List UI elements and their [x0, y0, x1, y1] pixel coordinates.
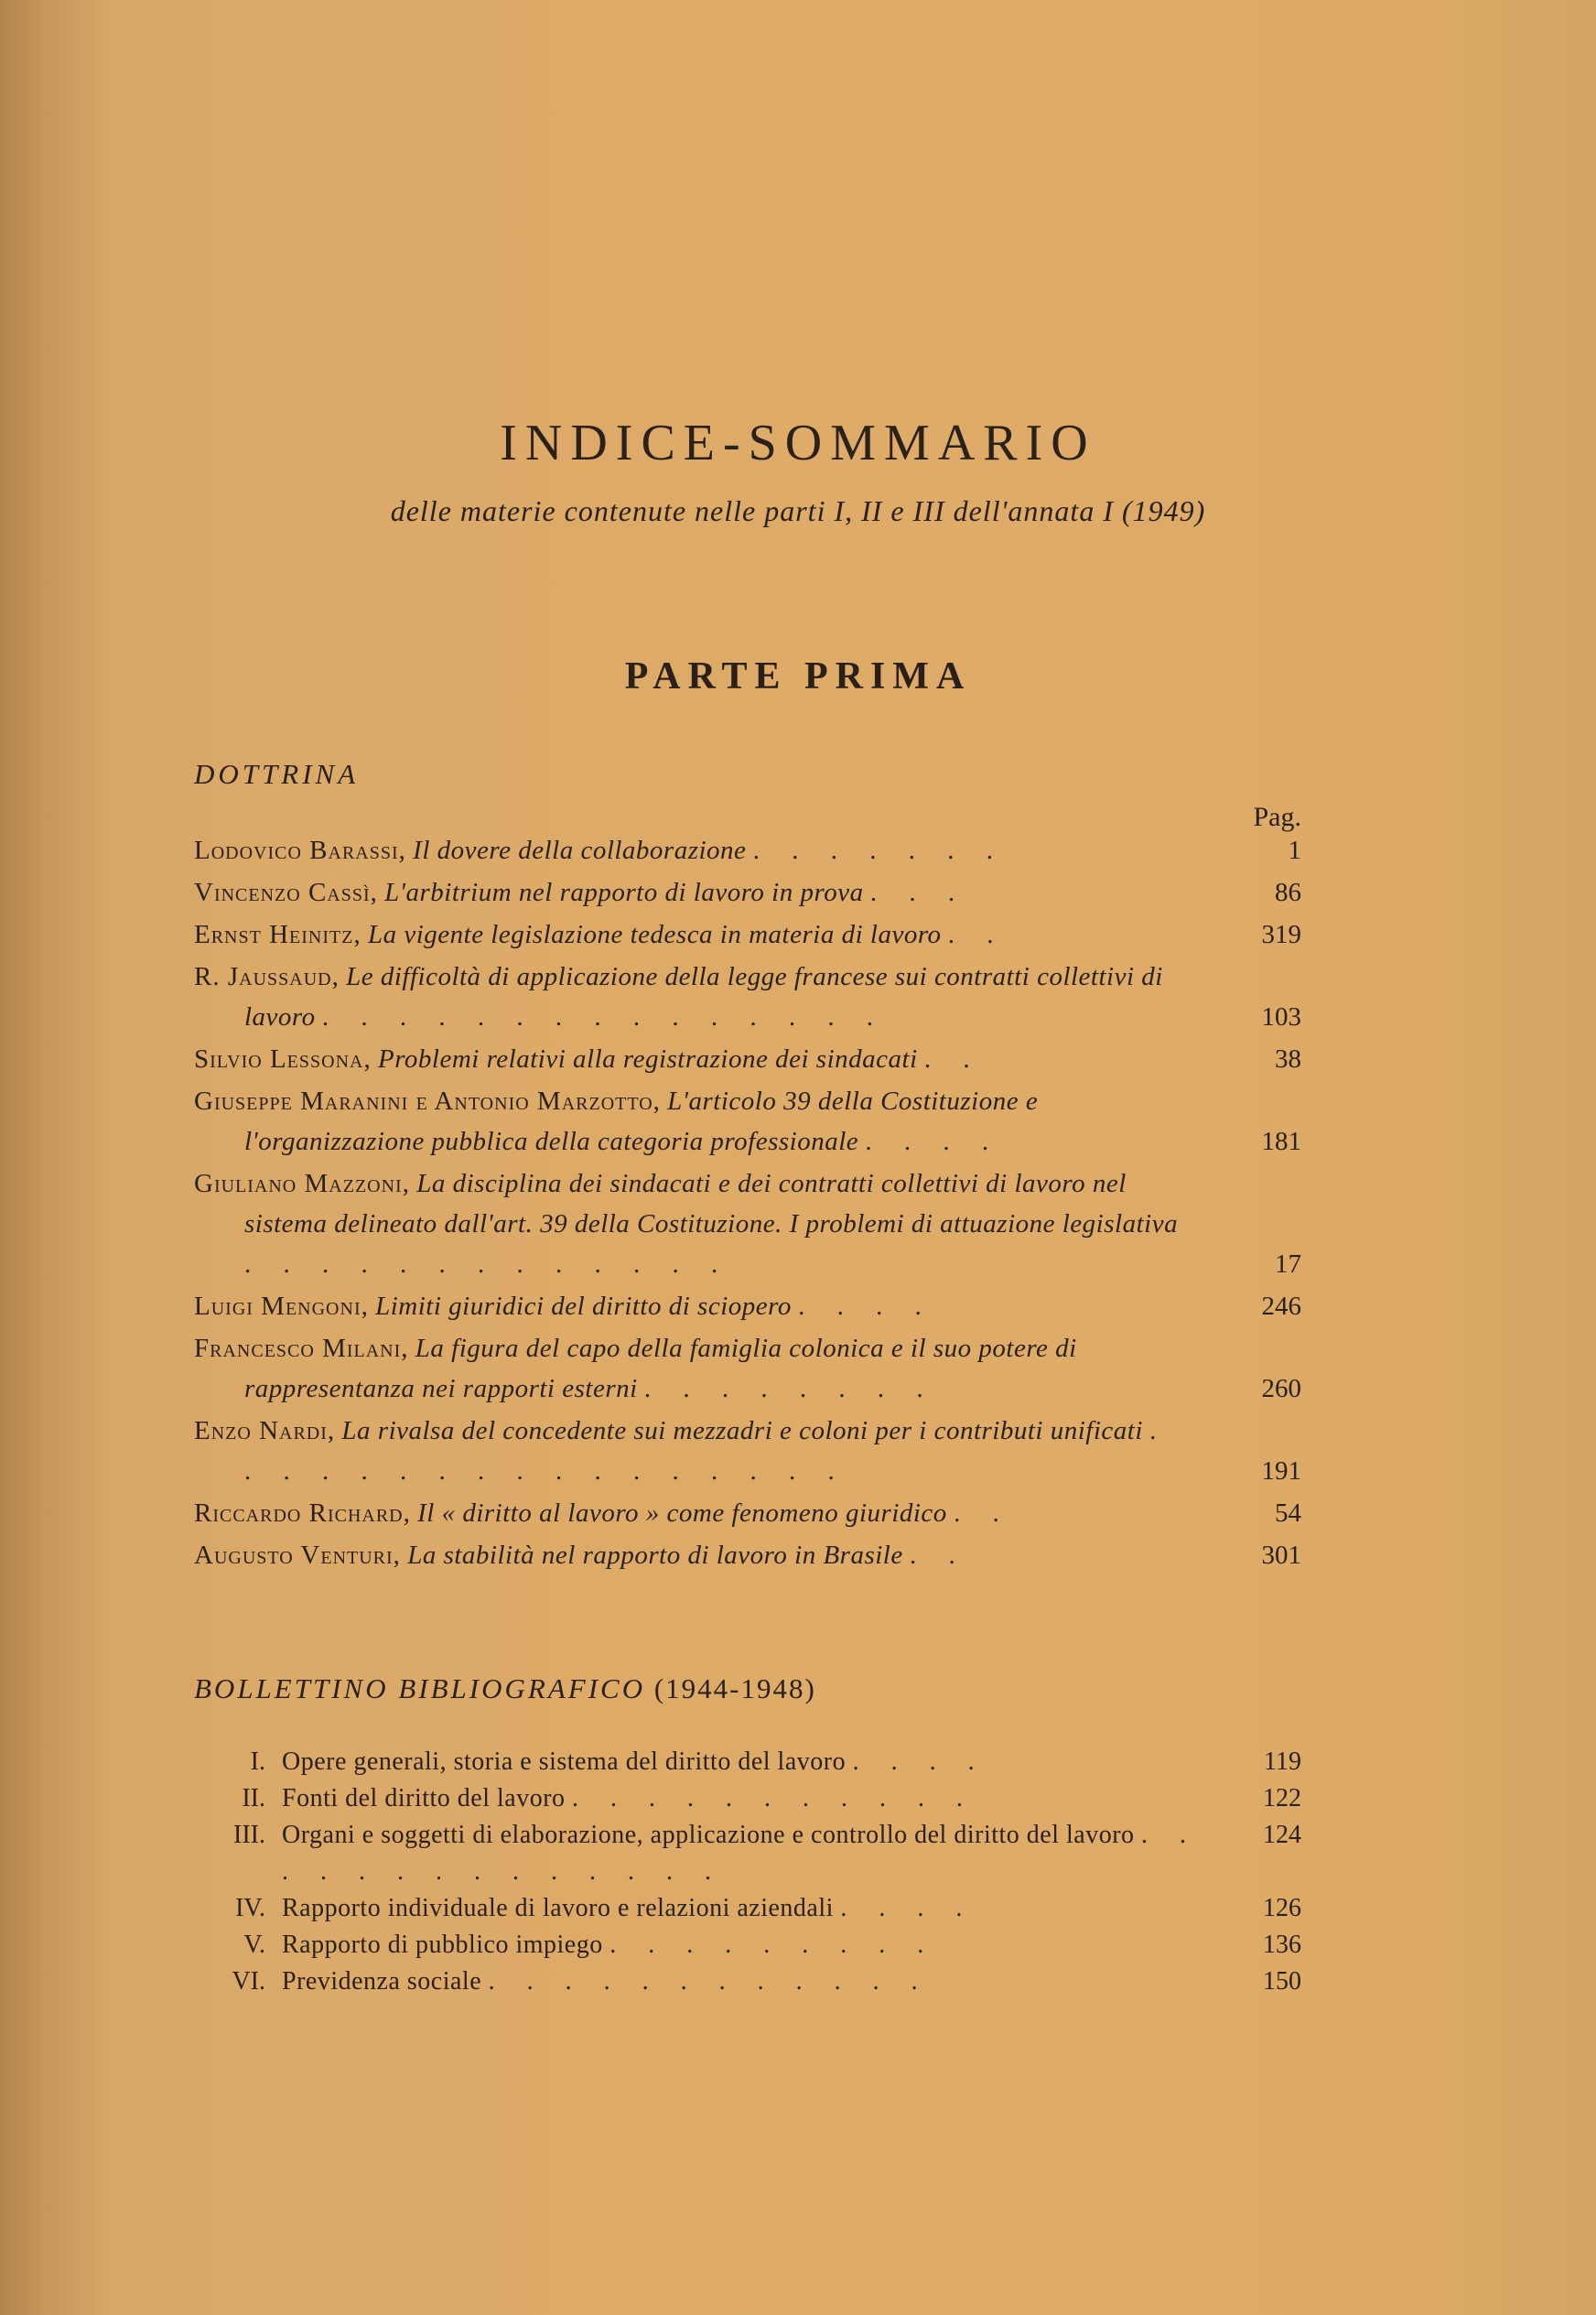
toc-entry-page: 54 — [1275, 1498, 1301, 1528]
bibliography-entry-number: II. — [242, 1784, 265, 1812]
toc-entry-text — [194, 872, 1201, 913]
part-title: PARTE PRIMA — [624, 655, 972, 698]
toc-entry-page: 319 — [1261, 920, 1301, 949]
bibliography-entry-title: Rapporto di pubblico impiego — [282, 1931, 603, 1959]
toc-entry-title: Limiti giuridici del diritto di sciopero — [375, 1292, 792, 1321]
toc-entry-title: La disciplina dei sindacati e dei contratti collettivi di lavoro nel sistema delineato dall'art. 39 della Costituzione. I problemi di attuazione legislativa — [244, 1169, 1179, 1239]
bibliography-entry-text — [282, 1817, 1201, 1890]
bibliography-entry-leader: . . . . — [840, 1894, 976, 1922]
toc-entry-author: Enzo Nardi, — [194, 1416, 336, 1445]
toc-entry-leader: . . . . . . . . . . . . . — [244, 1249, 731, 1279]
toc-entry-author: Vincenzo Cassì, — [194, 878, 378, 907]
toc-entry-author: Giuseppe Maranini e Antonio Marzotto, — [194, 1087, 661, 1116]
bibliography-list — [183, 1744, 1301, 2000]
bibliography-entry-text — [282, 1927, 1201, 1963]
toc-entry-text — [194, 1286, 1201, 1326]
toc-entry-leader: . . . . . . . — [752, 836, 1006, 865]
toc-entry-leader: . . — [954, 1498, 1012, 1528]
section-heading-bollettino — [194, 1672, 816, 1705]
toc-entry-author: Ernst Heinitz, — [194, 920, 361, 949]
toc-entry-leader: . . . — [869, 878, 968, 907]
toc-entry-page: 1 — [1288, 836, 1301, 865]
toc-entry — [194, 1493, 1301, 1533]
toc-entry-title: Il dovere della collaborazione — [413, 836, 747, 865]
toc-entry-page: 260 — [1261, 1374, 1301, 1403]
bibliography-entry-leader: . . . . . . . . . — [609, 1931, 937, 1959]
toc-entry-leader: . . . . . . . . . . . . . . . . . — [244, 1416, 1170, 1486]
bibliography-entry — [183, 1963, 1301, 2000]
toc-entry-author: Luigi Mengoni, — [194, 1292, 369, 1321]
toc-entry-title: Il « diritto al lavoro » come fenomeno giuridico — [417, 1498, 947, 1528]
toc-entry — [194, 872, 1301, 913]
toc-entry — [194, 1328, 1301, 1409]
bibliography-entry-leader: . . . . — [852, 1747, 987, 1776]
toc-entry-page: 191 — [1261, 1456, 1301, 1486]
toc-entry-author: Francesco Milani, — [194, 1334, 409, 1363]
page-title: INDICE-SOMMARIO — [500, 415, 1096, 471]
bibliography-entry-page: 119 — [1264, 1747, 1301, 1776]
toc-entry-author: Riccardo Richard, — [194, 1498, 411, 1528]
toc-entry-leader: . . — [909, 1541, 968, 1570]
toc-entry-leader: . . — [923, 1044, 983, 1074]
toc-entry-title: L'articolo 39 della Costituzione e l'organizzazione pubblica della categoria professionale — [244, 1087, 1039, 1156]
toc-entry-text — [194, 830, 1201, 871]
bibliography-entry-leader: . . . . . . . . . . . . . . — [282, 1821, 1200, 1886]
page-column-header: Pag. — [1253, 802, 1301, 832]
toc-entry-leader: . . . . . . . . — [643, 1374, 936, 1403]
toc-entry-page: 38 — [1275, 1044, 1301, 1074]
toc-entry-author: Augusto Venturi, — [194, 1541, 401, 1570]
bibliography-entry-number: IV. — [235, 1894, 265, 1922]
toc-entry-page: 301 — [1261, 1541, 1301, 1570]
toc-entry-title: La figura del capo della famiglia colonica e il suo potere di rappresentanza nei rapporti esterni — [244, 1334, 1077, 1403]
toc-entry — [194, 1286, 1301, 1326]
toc-entry — [194, 1411, 1301, 1491]
bibliography-entry-page: 122 — [1263, 1784, 1301, 1812]
toc-entry-text — [194, 1163, 1201, 1284]
toc-entry-title: L'arbitrium nel rapporto di lavoro in prova — [384, 878, 864, 907]
toc-entry-page: 17 — [1275, 1249, 1301, 1279]
bibliography-entry-page: 126 — [1263, 1894, 1301, 1922]
toc-entry-author: R. Jaussaud, — [194, 962, 340, 991]
section-heading-label: BOLLETTINO BIBLIOGRAFICO — [194, 1672, 646, 1704]
toc-entry-title: La stabilità nel rapporto di lavoro in Brasile — [407, 1541, 903, 1570]
toc-list — [194, 828, 1301, 1575]
bibliography-entry-number: V. — [243, 1931, 265, 1959]
toc-entry-text — [194, 914, 1201, 955]
bibliography-entry-text — [282, 1780, 1201, 1817]
bibliography-entry — [183, 1744, 1301, 1780]
bibliography-entry-title: Fonti del diritto del lavoro — [282, 1784, 566, 1812]
toc-entry-page: 246 — [1261, 1292, 1301, 1321]
toc-entry — [194, 957, 1301, 1037]
bibliography-entry-title: Opere generali, storia e sistema del diritto del lavoro — [282, 1747, 847, 1776]
bibliography-entry-page: 124 — [1263, 1821, 1301, 1849]
bibliography-entry-title: Rapporto individuale di lavoro e relazioni aziendali — [282, 1894, 834, 1922]
bibliography-entry-text — [282, 1963, 1201, 2000]
toc-entry — [194, 830, 1301, 871]
page-subtitle: delle materie contenute nelle parti I, II e III dell'annata I (1949) — [390, 494, 1206, 527]
bibliography-entry-page: 150 — [1263, 1967, 1301, 1996]
toc-entry-title: Problemi relativi alla registrazione dei sindacati — [377, 1044, 918, 1074]
toc-entry-leader: . . . . . . . . . . . . . . . — [321, 1002, 887, 1032]
toc-entry — [194, 914, 1301, 955]
toc-entry-text — [194, 1328, 1201, 1409]
bibliography-entry-text — [282, 1890, 1201, 1927]
toc-entry-text — [194, 1039, 1201, 1079]
bibliography-entry-title: Organi e soggetti di elaborazione, applicazione e controllo del diritto del lavoro — [282, 1821, 1135, 1849]
toc-entry-author: Giuliano Mazzoni, — [194, 1169, 410, 1198]
toc-entry — [194, 1081, 1301, 1162]
toc-entry-text — [194, 1535, 1201, 1575]
toc-entry-leader: . . . . — [798, 1292, 934, 1321]
bibliography-entry — [183, 1780, 1301, 1817]
toc-entry-title: Le difficoltà di applicazione della legge francese sui contratti collettivi di lavoro — [244, 962, 1163, 1032]
bibliography-entry-number: III. — [233, 1821, 265, 1849]
toc-entry — [194, 1535, 1301, 1575]
toc-entry-leader: . . . . — [865, 1127, 1002, 1156]
section-heading-years: (1944-1948) — [653, 1672, 816, 1704]
bibliography-entry-number: VI. — [232, 1967, 265, 1996]
toc-entry-text — [194, 1081, 1201, 1162]
toc-entry — [194, 1163, 1301, 1284]
toc-entry — [194, 1039, 1301, 1079]
bibliography-entry-page: 136 — [1263, 1931, 1301, 1959]
toc-entry-author: Silvio Lessona, — [194, 1044, 372, 1074]
toc-entry-page: 181 — [1261, 1127, 1301, 1156]
toc-entry-author: Lodovico Barassi, — [194, 836, 406, 865]
toc-entry-title: La rivalsa del concedente sui mezzadri e coloni per i contributi unificati — [341, 1416, 1143, 1445]
bibliography-entry-number: I. — [250, 1747, 265, 1776]
section-heading-dottrina: DOTTRINA — [194, 758, 360, 790]
bibliography-entry-text — [282, 1744, 1201, 1780]
toc-entry-leader: . . — [947, 920, 1007, 949]
bibliography-entry-leader: . . . . . . . . . . . — [572, 1784, 976, 1812]
toc-entry-text — [194, 1493, 1201, 1533]
bibliography-entry-leader: . . . . . . . . . . . . — [488, 1967, 931, 1996]
toc-entry-text — [194, 957, 1201, 1037]
bibliography-entry — [183, 1817, 1301, 1890]
toc-entry-title: La vigente legislazione tedesca in materia di lavoro — [367, 920, 942, 949]
toc-entry-page: 86 — [1275, 878, 1301, 907]
toc-entry-page: 103 — [1261, 1002, 1301, 1032]
toc-entry-text — [194, 1411, 1201, 1491]
bibliography-entry — [183, 1890, 1301, 1927]
bibliography-entry-title: Previdenza sociale — [282, 1967, 482, 1996]
bibliography-entry — [183, 1927, 1301, 1963]
